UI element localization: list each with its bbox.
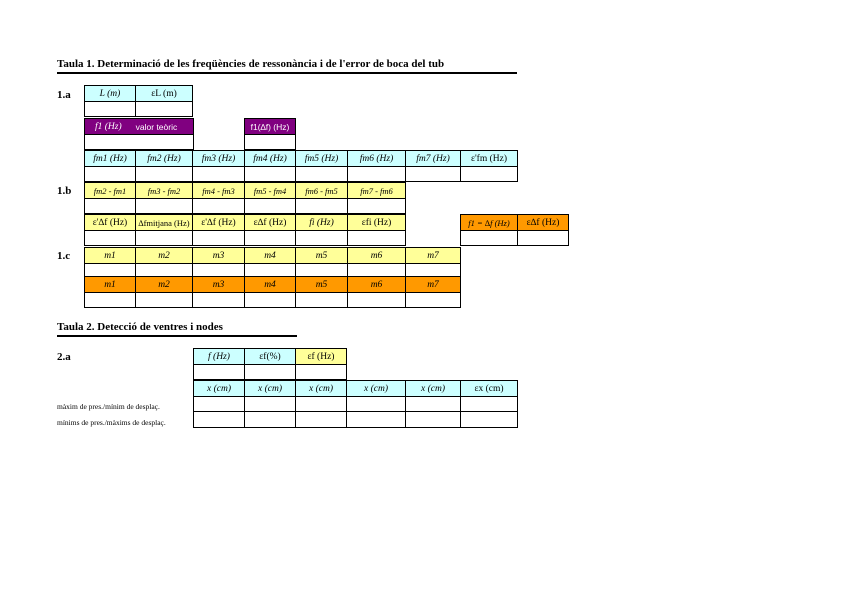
fm2-header: fm2 (Hz) (135, 150, 193, 167)
table1-title-rule (57, 72, 517, 74)
diff-fm3-fm2-header: fm3 - fm2 (135, 182, 193, 199)
err-1-value-cell[interactable] (84, 230, 136, 246)
frequency-error-hz-header: εf (Hz) (295, 348, 347, 365)
diff-2-value-cell[interactable] (135, 198, 193, 214)
diff-fm4-fm3-header: fm4 - fm3 (192, 182, 245, 199)
fm4-value-cell[interactable] (244, 166, 296, 182)
position-5-header: x (cm) (405, 380, 461, 397)
fm4-header: fm4 (Hz) (244, 150, 296, 167)
length-error-value-cell[interactable] (135, 101, 193, 117)
m6-orange-value-cell[interactable] (347, 292, 406, 308)
side-label-min-pressure: mínims de pres./màxims de desplaç. (57, 418, 166, 427)
row-label-1b: 1.b (57, 185, 72, 197)
diff-1-value-cell[interactable] (84, 198, 136, 214)
m2-orange-header: m2 (135, 276, 193, 293)
f1-delta-header: f1(∆f) (Hz) (244, 118, 296, 135)
fm2-value-cell[interactable] (135, 166, 193, 182)
min-pressure-error-cell[interactable] (460, 411, 518, 428)
diff-4-value-cell[interactable] (244, 198, 296, 214)
min-pressure-x4-cell[interactable] (346, 411, 406, 428)
fi-header: fi (Hz) (295, 214, 348, 231)
min-pressure-x1-cell[interactable] (193, 411, 245, 428)
f1-delta-value-cell[interactable] (244, 134, 296, 150)
m4-yellow-header: m4 (244, 247, 296, 264)
f1-theoretical-header (84, 118, 194, 135)
f1-theoretical-text: valor teòric (135, 121, 178, 132)
m1-orange-value-cell[interactable] (84, 292, 136, 308)
table2-title: Taula 2. Detecció de ventres i nodes (57, 321, 223, 333)
m3-orange-value-cell[interactable] (192, 292, 245, 308)
position-1-header: x (cm) (193, 380, 245, 397)
max-pressure-x5-cell[interactable] (405, 396, 461, 412)
position-error-header: εx (cm) (460, 380, 518, 397)
row-label-1a: 1.a (57, 89, 71, 101)
frequency-error-percent-value-cell[interactable] (244, 364, 296, 380)
diff-6-value-cell[interactable] (347, 198, 406, 214)
f1-equals-delta-f-header: f1 = ∆f (Hz) (460, 214, 518, 231)
m1-yellow-header: m1 (84, 247, 136, 264)
delta-f-error-orange-header: ε∆f (Hz) (517, 214, 569, 231)
length-header: L (m) (84, 85, 136, 102)
m3-yellow-header: m3 (192, 247, 245, 264)
fm5-header: fm5 (Hz) (295, 150, 348, 167)
diff-3-value-cell[interactable] (192, 198, 245, 214)
delta-f-error-prime-2-header: ε'∆f (Hz) (192, 214, 245, 231)
max-pressure-x1-cell[interactable] (193, 396, 245, 412)
m7-orange-value-cell[interactable] (405, 292, 461, 308)
err-4-value-cell[interactable] (244, 230, 296, 246)
f1-equals-delta-f-value-cell[interactable] (460, 230, 518, 246)
fm3-header: fm3 (Hz) (192, 150, 245, 167)
f1-theoretical-value-cell[interactable] (84, 134, 194, 150)
fm3-value-cell[interactable] (192, 166, 245, 182)
delta-f-error-prime-header: ε'∆f (Hz) (84, 214, 136, 231)
m4-orange-value-cell[interactable] (244, 292, 296, 308)
side-label-max-pressure: màxim de pres./mínim de desplaç. (57, 402, 160, 411)
err-5-value-cell[interactable] (295, 230, 348, 246)
m7-orange-header: m7 (405, 276, 461, 293)
fm7-header: fm7 (Hz) (405, 150, 461, 167)
table1-title: Taula 1. Determinació de les freqüències de ressonància i de l'error de boca del tub (57, 58, 445, 70)
delta-f-error-header: ε∆f (Hz) (244, 214, 296, 231)
row-label-1c: 1.c (57, 250, 71, 262)
err-6-value-cell[interactable] (347, 230, 406, 246)
m2-yellow-header: m2 (135, 247, 193, 264)
max-pressure-x2-cell[interactable] (244, 396, 296, 412)
err-3-value-cell[interactable] (192, 230, 245, 246)
table2-title-rule (57, 335, 297, 337)
fm-error-value-cell[interactable] (460, 166, 518, 182)
err-2-value-cell[interactable] (135, 230, 193, 246)
delta-f-mean-header: ∆fmitjana (Hz) (135, 214, 193, 231)
fm6-value-cell[interactable] (347, 166, 406, 182)
position-4-header: x (cm) (346, 380, 406, 397)
fm-error-header: ε'fm (Hz) (460, 150, 518, 167)
fm1-value-cell[interactable] (84, 166, 136, 182)
fm1-header: fm1 (Hz) (84, 150, 136, 167)
length-value-cell[interactable] (84, 101, 136, 117)
m6-yellow-header: m6 (347, 247, 406, 264)
frequency-error-hz-value-cell[interactable] (295, 364, 347, 380)
min-pressure-x5-cell[interactable] (405, 411, 461, 428)
position-2-header: x (cm) (244, 380, 296, 397)
fi-error-header: εfi (Hz) (347, 214, 406, 231)
diff-fm2-fm1-header: fm2 - fm1 (84, 182, 136, 199)
max-pressure-x4-cell[interactable] (346, 396, 406, 412)
position-3-header: x (cm) (295, 380, 347, 397)
m5-yellow-header: m5 (295, 247, 348, 264)
fm7-value-cell[interactable] (405, 166, 461, 182)
m5-orange-header: m5 (295, 276, 348, 293)
fm5-value-cell[interactable] (295, 166, 348, 182)
diff-fm6-fm5-header: fm6 - fm5 (295, 182, 348, 199)
m7-yellow-header: m7 (405, 247, 461, 264)
m3-orange-header: m3 (192, 276, 245, 293)
frequency-header: f (Hz) (193, 348, 245, 365)
m4-orange-header: m4 (244, 276, 296, 293)
diff-fm5-fm4-header: fm5 - fm4 (244, 182, 296, 199)
max-pressure-error-cell[interactable] (460, 396, 518, 412)
m2-orange-value-cell[interactable] (135, 292, 193, 308)
m5-orange-value-cell[interactable] (295, 292, 348, 308)
f1-symbol: f1 (Hz) (95, 121, 122, 132)
diff-fm7-fm6-header: fm7 - fm6 (347, 182, 406, 199)
diff-5-value-cell[interactable] (295, 198, 348, 214)
fm6-header: fm6 (Hz) (347, 150, 406, 167)
m6-orange-header: m6 (347, 276, 406, 293)
max-pressure-x3-cell[interactable] (295, 396, 347, 412)
min-pressure-x3-cell[interactable] (295, 411, 347, 428)
delta-f-error-orange-value-cell[interactable] (517, 230, 569, 246)
min-pressure-x2-cell[interactable] (244, 411, 296, 428)
frequency-error-percent-header: εf(%) (244, 348, 296, 365)
frequency-value-cell[interactable] (193, 364, 245, 380)
length-error-header: εL (m) (135, 85, 193, 102)
m1-orange-header: m1 (84, 276, 136, 293)
row-label-2a: 2.a (57, 351, 71, 363)
